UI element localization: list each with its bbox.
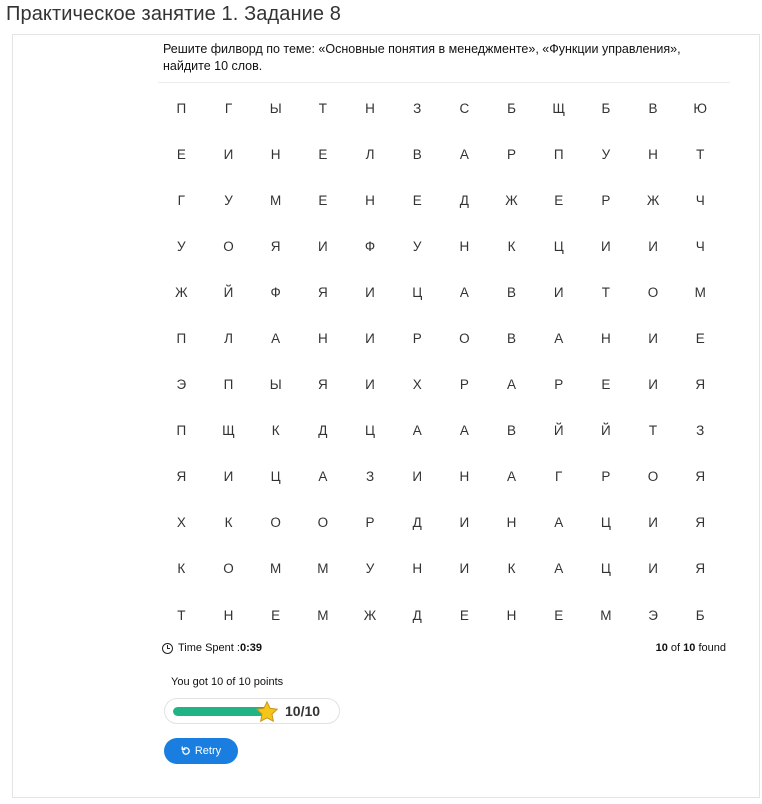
time-spent-label: Time Spent : <box>178 642 240 655</box>
grid-cell[interactable]: А <box>459 284 470 300</box>
stats-bar <box>158 638 730 658</box>
grid-cell[interactable]: Е <box>318 146 328 162</box>
grid-cell[interactable]: Г <box>224 100 233 116</box>
grid-cell[interactable]: П <box>176 100 187 116</box>
grid-cell[interactable]: С <box>459 100 470 116</box>
grid-row <box>158 362 724 408</box>
grid-cell[interactable]: Э <box>648 607 659 623</box>
quiz-content <box>158 41 730 764</box>
grid-cell[interactable]: Н <box>365 192 376 208</box>
grid-cell[interactable]: Е <box>271 607 281 623</box>
grid-cell[interactable]: Я <box>270 238 282 254</box>
grid-cell[interactable]: Ж <box>505 192 519 208</box>
retry-icon <box>181 746 191 756</box>
grid-cell[interactable]: В <box>507 331 517 347</box>
grid-cell[interactable]: М <box>270 561 282 577</box>
grid-cell[interactable]: Ч <box>695 238 706 254</box>
grid-cell[interactable]: Н <box>459 469 470 485</box>
grid-cell[interactable]: У <box>177 238 187 254</box>
found-count: 10 <box>655 642 668 655</box>
grid-cell[interactable]: Щ <box>552 100 566 116</box>
grid-cell[interactable]: И <box>553 284 565 300</box>
grid-cell[interactable]: А <box>412 423 423 439</box>
grid-cell[interactable]: Н <box>648 146 659 162</box>
grid-cell[interactable]: М <box>600 607 612 623</box>
grid-cell[interactable]: П <box>176 331 187 347</box>
grid-row <box>158 546 724 592</box>
score-text: You got 10 of 10 points <box>171 676 284 689</box>
grid-cell[interactable]: Т <box>177 607 186 623</box>
grid-cell[interactable]: К <box>507 561 516 577</box>
grid-cell[interactable]: Ж <box>175 284 189 300</box>
grid-cell[interactable]: М <box>317 561 329 577</box>
grid-row <box>158 223 724 269</box>
grid-cell[interactable]: У <box>412 238 422 254</box>
grid-cell[interactable]: Й <box>223 284 234 300</box>
grid-row <box>158 408 724 454</box>
grid-cell[interactable]: Н <box>459 238 470 254</box>
grid-cell[interactable]: Ж <box>646 192 660 208</box>
grid-row <box>158 315 724 361</box>
star-icon <box>255 700 279 724</box>
grid-cell[interactable]: У <box>365 561 375 577</box>
grid-cell[interactable]: А <box>554 331 564 347</box>
grid-cell[interactable]: Й <box>601 423 612 439</box>
grid-cell[interactable]: А <box>318 469 328 485</box>
grid-cell[interactable]: М <box>694 284 707 300</box>
grid-cell[interactable]: А <box>507 469 517 485</box>
grid-row <box>158 269 724 315</box>
grid-row <box>158 500 724 546</box>
retry-label: Retry <box>194 745 222 758</box>
grid-cell[interactable]: Я <box>695 515 706 531</box>
grid-cell[interactable]: О <box>317 515 329 531</box>
grid-cell[interactable]: З <box>696 423 705 439</box>
grid-cell[interactable]: Е <box>318 192 328 208</box>
grid-cell[interactable]: Х <box>412 377 423 393</box>
grid-cell[interactable]: И <box>365 284 376 300</box>
grid-cell[interactable]: И <box>648 377 659 393</box>
grid-cell[interactable]: Г <box>177 192 186 208</box>
grid-cell[interactable]: Ц <box>365 423 376 439</box>
grid-cell[interactable]: И <box>648 515 659 531</box>
grid-cell[interactable]: К <box>177 561 186 577</box>
grid-cell[interactable]: И <box>318 238 329 254</box>
grid-cell[interactable]: Р <box>365 515 376 531</box>
grid-cell[interactable]: И <box>223 469 234 485</box>
grid-cell[interactable]: Е <box>695 331 706 347</box>
grid-cell[interactable]: Н <box>317 331 329 347</box>
grid-cell[interactable]: Р <box>601 192 611 208</box>
grid-cell[interactable]: Д <box>412 515 423 531</box>
grid-cell[interactable]: Ц <box>600 561 612 577</box>
grid-cell[interactable]: Р <box>459 377 470 393</box>
grid-cell[interactable]: А <box>554 561 564 577</box>
grid-cell[interactable]: О <box>270 515 282 531</box>
grid-cell[interactable]: Ы <box>269 377 283 393</box>
grid-cell[interactable]: Д <box>412 607 423 623</box>
grid-cell[interactable]: П <box>553 146 565 162</box>
grid-cell[interactable]: Б <box>507 100 517 116</box>
time-spent-value: 0:39 <box>239 642 262 655</box>
grid-cell[interactable]: К <box>507 238 516 254</box>
grid-cell[interactable]: Н <box>412 561 423 577</box>
grid-cell[interactable]: Е <box>176 146 187 162</box>
grid-cell[interactable]: Ю <box>693 100 708 116</box>
grid-cell[interactable]: А <box>554 515 564 531</box>
grid-cell[interactable]: З <box>413 100 422 116</box>
grid-cell[interactable]: Ф <box>270 284 282 300</box>
grid-row <box>158 177 724 223</box>
grid-cell[interactable]: Р <box>507 146 517 162</box>
grid-cell[interactable]: О <box>647 284 659 300</box>
grid-cell[interactable]: М <box>270 192 282 208</box>
grid-cell[interactable]: П <box>223 377 234 393</box>
grid-cell[interactable]: Т <box>648 423 658 439</box>
grid-cell[interactable]: Э <box>176 377 187 393</box>
found-of: of <box>667 642 684 655</box>
grid-cell[interactable]: Я <box>695 469 706 485</box>
grid-cell[interactable]: О <box>223 561 235 577</box>
grid-row <box>158 592 724 638</box>
grid-cell[interactable]: И <box>459 515 470 531</box>
grid-cell[interactable]: Ч <box>695 192 706 208</box>
grid-cell[interactable]: Х <box>176 515 187 531</box>
grid-cell[interactable]: О <box>223 238 235 254</box>
grid-cell[interactable]: Р <box>601 469 611 485</box>
grid-cell[interactable]: Е <box>601 377 611 393</box>
instructions: Решите филворд по теме: «Основные понятия в менеджменте», «Функции управления», найдите 10 слов. <box>163 42 681 73</box>
grid-cell[interactable]: Т <box>601 284 611 300</box>
grid-cell[interactable]: Н <box>365 100 376 116</box>
grid-cell[interactable]: Я <box>176 469 187 485</box>
grid-cell[interactable]: Н <box>506 515 517 531</box>
grid-cell[interactable]: Н <box>601 331 612 347</box>
grid-cell[interactable]: Т <box>696 146 705 162</box>
time-spent <box>162 642 262 654</box>
grid-cell[interactable]: А <box>271 331 281 347</box>
grid-cell[interactable]: Н <box>506 607 517 623</box>
grid-cell[interactable]: И <box>223 146 234 162</box>
grid-cell[interactable]: А <box>459 423 470 439</box>
retry-button[interactable] <box>164 738 238 764</box>
grid-cell[interactable]: Л <box>365 146 375 162</box>
grid-cell[interactable]: Б <box>601 100 611 116</box>
grid-row <box>158 85 724 131</box>
grid-cell[interactable]: Р <box>554 377 564 393</box>
grid-cell[interactable]: Е <box>554 607 564 623</box>
found-suffix: found <box>695 642 726 655</box>
grid-cell[interactable]: У <box>224 192 234 208</box>
grid-cell[interactable]: Д <box>459 192 470 208</box>
grid-cell[interactable]: Е <box>459 607 470 623</box>
grid-cell[interactable]: Щ <box>222 423 236 439</box>
grid-cell[interactable]: У <box>601 146 611 162</box>
grid-cell[interactable]: И <box>648 561 659 577</box>
score-bar <box>164 698 340 724</box>
grid-row <box>158 131 724 177</box>
grid-cell[interactable]: В <box>648 100 659 116</box>
grid-cell[interactable]: Я <box>695 561 706 577</box>
grid-cell[interactable]: Я <box>317 284 329 300</box>
grid-cell[interactable]: Ц <box>412 284 423 300</box>
grid-cell[interactable]: М <box>317 607 329 623</box>
grid-cell[interactable]: Н <box>223 607 234 623</box>
grid-cell[interactable]: Я <box>695 377 706 393</box>
grid-row <box>158 454 724 500</box>
grid-cell[interactable]: Р <box>412 331 423 347</box>
grid-cell[interactable]: Н <box>270 146 282 162</box>
grid-cell[interactable]: И <box>601 238 612 254</box>
grid-cell[interactable]: В <box>507 284 517 300</box>
grid-cell[interactable]: Я <box>317 377 329 393</box>
grid-cell[interactable]: Ы <box>269 100 283 116</box>
grid-cell[interactable]: И <box>365 331 376 347</box>
grid-cell[interactable]: О <box>647 469 659 485</box>
grid-cell[interactable]: А <box>507 377 517 393</box>
grid-cell[interactable]: В <box>412 146 423 162</box>
found-counter <box>656 642 726 654</box>
grid-cell[interactable]: Л <box>224 331 234 347</box>
grid-cell[interactable]: Т <box>318 100 328 116</box>
word-search-area <box>158 82 730 638</box>
clock-icon <box>162 643 173 654</box>
grid-cell[interactable]: И <box>648 238 659 254</box>
grid-cell[interactable]: А <box>459 146 470 162</box>
grid-cell[interactable]: Д <box>318 423 328 439</box>
grid-cell[interactable]: З <box>365 469 375 485</box>
grid-cell[interactable]: Ц <box>600 515 612 531</box>
grid-cell[interactable]: Б <box>695 607 706 623</box>
grid-cell[interactable]: И <box>412 469 423 485</box>
grid-cell[interactable]: В <box>507 423 517 439</box>
grid-cell[interactable]: Г <box>555 469 563 485</box>
word-search-grid[interactable] <box>158 85 724 638</box>
grid-cell[interactable]: Ф <box>364 238 376 254</box>
grid-cell[interactable]: Ц <box>553 238 565 254</box>
grid-cell[interactable]: Ж <box>363 607 377 623</box>
grid-cell[interactable]: К <box>224 515 233 531</box>
grid-cell[interactable]: Е <box>412 192 423 208</box>
page-title: Практическое занятие 1. Задание 8 <box>6 3 341 25</box>
found-total: 10 <box>683 642 696 655</box>
grid-cell[interactable]: И <box>648 331 659 347</box>
grid-cell[interactable]: О <box>459 331 471 347</box>
grid-cell[interactable]: Й <box>553 423 565 439</box>
grid-cell[interactable]: П <box>176 423 187 439</box>
grid-cell[interactable]: Ц <box>270 469 282 485</box>
grid-cell[interactable]: И <box>459 561 470 577</box>
grid-cell[interactable]: К <box>271 423 281 439</box>
grid-cell[interactable]: И <box>365 377 376 393</box>
score-label: 10/10 <box>285 703 321 720</box>
grid-cell[interactable]: Е <box>554 192 564 208</box>
